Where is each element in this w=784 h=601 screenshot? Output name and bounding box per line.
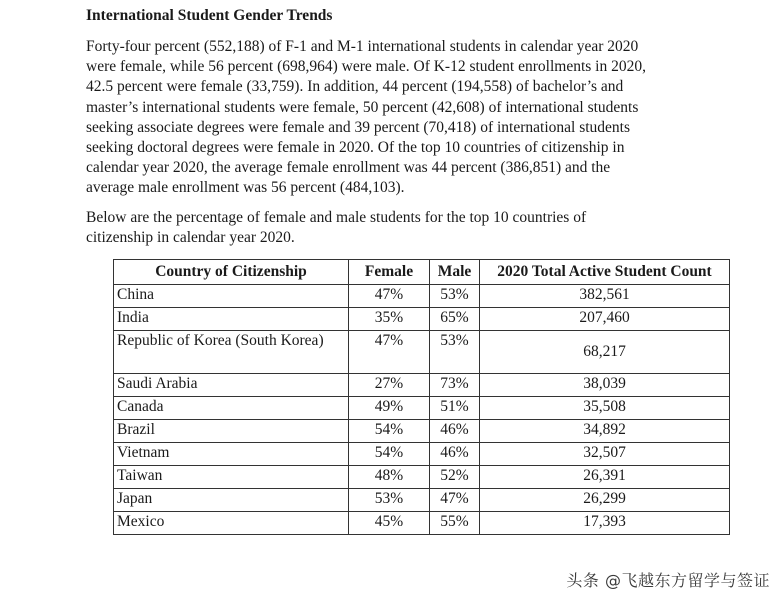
cell-female: 54%: [349, 420, 430, 443]
cell-count: 35,508: [480, 397, 730, 420]
intro-line: citizenship in calendar year 2020.: [86, 229, 295, 247]
cell-male: 65%: [430, 308, 480, 331]
cell-count: 26,299: [480, 489, 730, 512]
cell-male: 47%: [430, 489, 480, 512]
header-count: 2020 Total Active Student Count: [480, 260, 730, 285]
summary-line: 42.5 percent were female (33,759). In addition, 44 percent (194,558) of bachelor’s and: [86, 78, 624, 96]
cell-male: 46%: [430, 443, 480, 466]
cell-count: 17,393: [480, 512, 730, 535]
table-row: [114, 489, 730, 512]
summary-paragraph: [86, 37, 646, 199]
cell-country: Mexico: [114, 512, 349, 535]
cell-male: 53%: [430, 331, 480, 374]
header-country: Country of Citizenship: [114, 260, 349, 285]
cell-female: 49%: [349, 397, 430, 420]
cell-male: 53%: [430, 285, 480, 308]
section-title: International Student Gender Trends: [86, 7, 333, 24]
cell-female: 54%: [349, 443, 430, 466]
intro-line: Below are the percentage of female and male students for the top 10 countries of: [86, 209, 587, 226]
table-header-row: [114, 260, 730, 285]
cell-male: 55%: [430, 512, 480, 535]
header-male: Male: [430, 260, 480, 285]
table-row: [114, 420, 730, 443]
cell-female: 47%: [349, 285, 430, 308]
cell-female: 45%: [349, 512, 430, 535]
cell-country: India: [114, 308, 349, 331]
cell-count: 34,892: [480, 420, 730, 443]
header-female: Female: [349, 260, 430, 285]
cell-count: 38,039: [480, 374, 730, 397]
summary-line: master’s international students were female, 50 percent (42,608) of international students: [86, 98, 639, 116]
cell-female: 35%: [349, 308, 430, 331]
cell-country: Japan: [114, 489, 349, 512]
table-row: [114, 443, 730, 466]
cell-country: Saudi Arabia: [114, 374, 349, 397]
summary-line: were female, while 56 percent (698,964) were male. Of K-12 student enrollments in 2020,: [86, 58, 646, 76]
summary-line: seeking associate degrees were female and 39 percent (70,418) of international students: [86, 118, 631, 136]
summary-line: average male enrollment was 56 percent (484,103).: [86, 179, 405, 197]
cell-male: 73%: [430, 374, 480, 397]
cell-female: 47%: [349, 331, 430, 374]
cell-country: Republic of Korea (South Korea): [114, 331, 349, 374]
table-row: [114, 308, 730, 331]
cell-count: 26,391: [480, 466, 730, 489]
summary-line: seeking doctoral degrees were female in 2020. Of the top 10 countries of citizenship in: [86, 138, 625, 156]
cell-male: 46%: [430, 420, 480, 443]
cell-country: Taiwan: [114, 466, 349, 489]
country-gender-table: [113, 259, 730, 535]
table-row: [114, 285, 730, 308]
cell-count: 207,460: [480, 308, 730, 331]
cell-male: 51%: [430, 397, 480, 420]
table-row: [114, 374, 730, 397]
watermark-text: 头条 @飞越东方留学与签证: [566, 571, 770, 590]
table-row: [114, 331, 730, 374]
cell-count: 382,561: [480, 285, 730, 308]
table-intro-paragraph: [86, 208, 586, 248]
table-row: [114, 466, 730, 489]
cell-count: 32,507: [480, 443, 730, 466]
cell-country: Canada: [114, 397, 349, 420]
cell-country: Vietnam: [114, 443, 349, 466]
cell-country: China: [114, 285, 349, 308]
cell-female: 53%: [349, 489, 430, 512]
table-row: [114, 397, 730, 420]
cell-count: 68,217: [480, 331, 730, 374]
summary-line: calendar year 2020, the average female enrollment was 44 percent (386,851) and the: [86, 159, 611, 177]
summary-line: Forty-four percent (552,188) of F-1 and M-1 international students in calendar year 2020: [86, 38, 639, 55]
cell-female: 27%: [349, 374, 430, 397]
cell-male: 52%: [430, 466, 480, 489]
table-row: [114, 512, 730, 535]
cell-female: 48%: [349, 466, 430, 489]
cell-country: Brazil: [114, 420, 349, 443]
